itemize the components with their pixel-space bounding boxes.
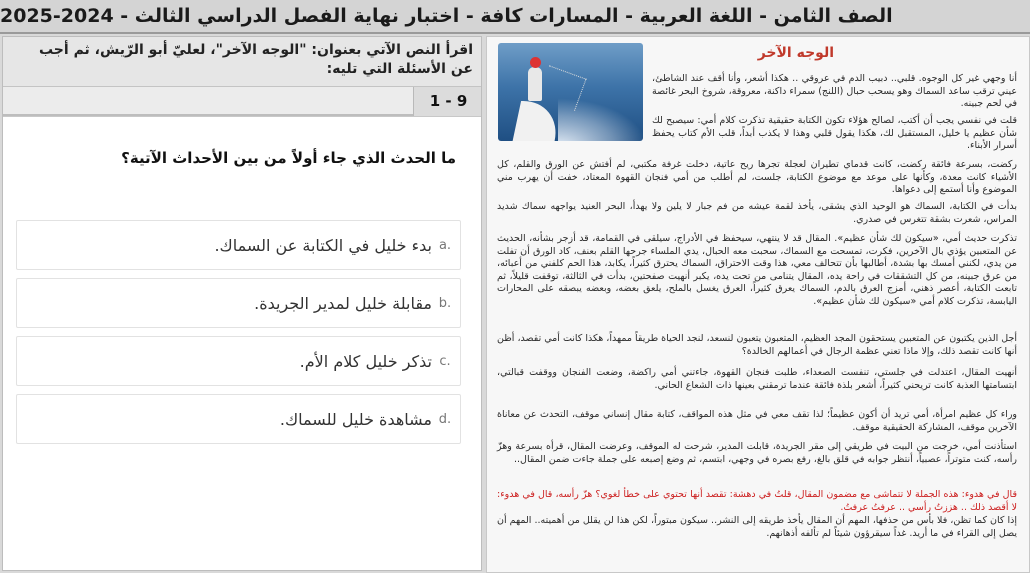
paragraph-7: أنهيت المقال، اعتدلت في جلستي، تنفست الصعداء، طلبت فنجان القهوة، جاءتني أمي راكضة، وضعت الفنجان ووقفت قبالتي، ابتسامتها العذبة كانت تريحني كثيراً، أشعر بلذة فائقة عندما ترمقني بعينها ذات الشعاع الحاني. xyxy=(497,367,1017,391)
question-number-row xyxy=(3,87,482,117)
fisherman-photo xyxy=(498,43,643,141)
answer-option-c[interactable] xyxy=(16,336,461,386)
paragraph-8: وراء كل عظيم امرأة، أمي تريد أن أكون عظيماً؛ لذا تقف معي في مثل هذه المواقف، كتابة مقال إنساني موقف، التحدث عن معاناة الآخرين موقف، المشاركة الحقيقية موقف. xyxy=(497,409,1017,433)
reading-instruction: اقرأ النص الآتي بعنوان: "الوجه الآخر"، لعليّ أبو الرّيش، ثم أجب عن الأسئلة التي تليه: xyxy=(3,37,482,87)
paragraph-4: بدأت في الكتابة، السماك هو الوحيد الذي يشقى، يأخذ لقمة عيشه من فم جبار لا يلين ولا يهدأ، البحر العنيد يواجهه سماك شديد المراس، شعرت بشقة تتغرس في صدري. xyxy=(497,201,1017,225)
option-label: مشاهدة خليل للسماك. xyxy=(279,409,432,429)
option-letter: b. xyxy=(438,295,452,311)
option-label: مقابلة خليل لمدير الجريدة. xyxy=(254,293,432,313)
option-letter: c. xyxy=(439,353,451,369)
paragraph-final: إذا كان كما تظن، فلا بأس من حذفها، المهم أن المقال يأخذ طريقه إلى النشر.. سيكون مبتوراً، لكن هذا لن يقلل من أهميته.. المهم أن يصل إلى القراء في ما أريد. غداً سيقرؤون شيئاً لم تألفه أذهانهم. xyxy=(497,515,1017,539)
paragraph-9: استأذنت أمي، خرجت من البيت في طريقي إلى مقر الجريدة، قابلت المدير، شرحت له الموقف، وعرضت المقال، قرأه بسرعة وهزّ رأسه، كنت متوتراً، عصبياً، أنتظر جوابه في قلق بالغ، رفع بصره في وجهي، ابتسم، ثم وضع إصبعه على جملة جاءت ضمن المقال.. xyxy=(497,441,1017,465)
paragraph-6: أجل الذين يكتبون عن المتعبين يستحقون المجد العظيم، المتعبون يتعبون لنسعد، لنجد الحياة طريقاً ممهداً، هكذا كانت أمي تقصد، أظن أنها كانت تقصد ذلك، وإلا ماذا تعني عظمة الرجال في أعمالهم الخالدة؟ xyxy=(497,333,1017,357)
answer-option-d[interactable] xyxy=(16,394,461,444)
title-bar xyxy=(0,0,1030,34)
question-number: 1 - 9 xyxy=(413,87,482,116)
option-letter: a. xyxy=(438,237,452,253)
article-title: الوجه الآخر xyxy=(757,45,834,61)
paragraph-2: قلت في نفسي يجب أن أكتب، لصالح هؤلاء تكون الكتابة حقيقية تذكرت كلام أمي: سيصبح لك شأن عظيم يا خليل، المستقبل لك، هكذا يقول قلبي وهذا لا يكذب أبداً، قلب الأم كتاب يحفظ أسرار الأبناء. xyxy=(652,115,1017,152)
question-text: ما الحدث الذي جاء أولاً من بين الأحداث الآتية؟ xyxy=(121,149,456,167)
paragraph-3: ركضت، بسرعة فائقة ركضت، كانت قدماي تطيران لعجلة تجرها ريح عاتية، دخلت غرفة مكتبي، لم أفتش عن الورق والقلم، كل الأشياء كانت معدة، وكأنها على موعد مع موضوع الكتابة، جلست، لم أطلب من أمي فنجان القهوة المعتاد، خفت أن يهرب مني الموضوع وأنا أستمع إلى دعواها. xyxy=(497,159,1017,196)
option-label: تذكر خليل كلام الأم. xyxy=(299,351,432,371)
question-number-divider xyxy=(3,114,413,116)
paragraph-red-dialogue: قال في هدوء: هذه الجملة لا تتماشى مع مضمون المقال، قلتُ في دهشة: تقصد أنها تحتوي على خطأ لغوي؟ هزّ رأسه، قال في هدوء: لا أقصد ذلك .. هززتُ رأسي .. عرفتُ عرفتُ. xyxy=(497,489,1017,513)
paragraph-5: تذكرت حديث أمي، «سيكون لك شأن عظيم». المقال قد لا ينتهي، سيحفظ في الأدراج، سيلقى في القمامة، قد أزجر بشأنه، الحديث عن المتعبين يؤذي بال الآخرين، فكرت، تمسحت مع السماك، سحبت معه الحبال، يدي الملساء جرحها القلم بعنف، كاد الورق أن تفلت من يدي، لكنني أمسك بها بشدة، أطالبها بأن تتحالف معي، هذا وقت الاحتراق، السماك يحترق كثيراً، يكابد، هذا الحم كلفني من أعبائه، من عرق جبينه، من كل التشققات في راحة يده، المقال يتنامى من تحت يده، يكبر أنهيت صفحتين، بدأت في الثالثة، توقفت قليلاً، ثم تابعت الكتابة، أعصر ذهني، أمزج العرق بالدم، السماك يعرق كثيراً، العرق يغسل بالملح، يلعق بعضه، وبعضه يبصقه على المحارات اليابسة، تذكرت كلام أمي «سيكون لك شأن عظيم». xyxy=(497,233,1017,307)
question-panel xyxy=(2,36,482,571)
answer-option-b[interactable] xyxy=(16,278,461,328)
paragraph-1: أنا وجهي غير كل الوجوه. قلبي.. دبيب الدم في عروقي .. هكذا أشعر، وأنا أقف عند الشاطئ، عيني ترقب ساعد السماك وهو يسحب حبال (اللنج) سمراء داكنة، معروقة، شروخ البحر غائصة في لحم جبينه. xyxy=(652,73,1017,110)
fisherman-head xyxy=(530,57,541,68)
reading-passage[interactable] xyxy=(486,36,1030,573)
option-label: بدء خليل في الكتابة عن السماك. xyxy=(214,235,432,255)
boat-shape xyxy=(511,101,563,141)
option-letter: d. xyxy=(438,411,452,427)
page-title: الصف الثامن - اللغة العربية - المسارات كافة - اختبار نهاية الفصل الدراسي الثالث - 2024-2025 xyxy=(0,5,893,27)
answer-option-a[interactable] xyxy=(16,220,461,270)
